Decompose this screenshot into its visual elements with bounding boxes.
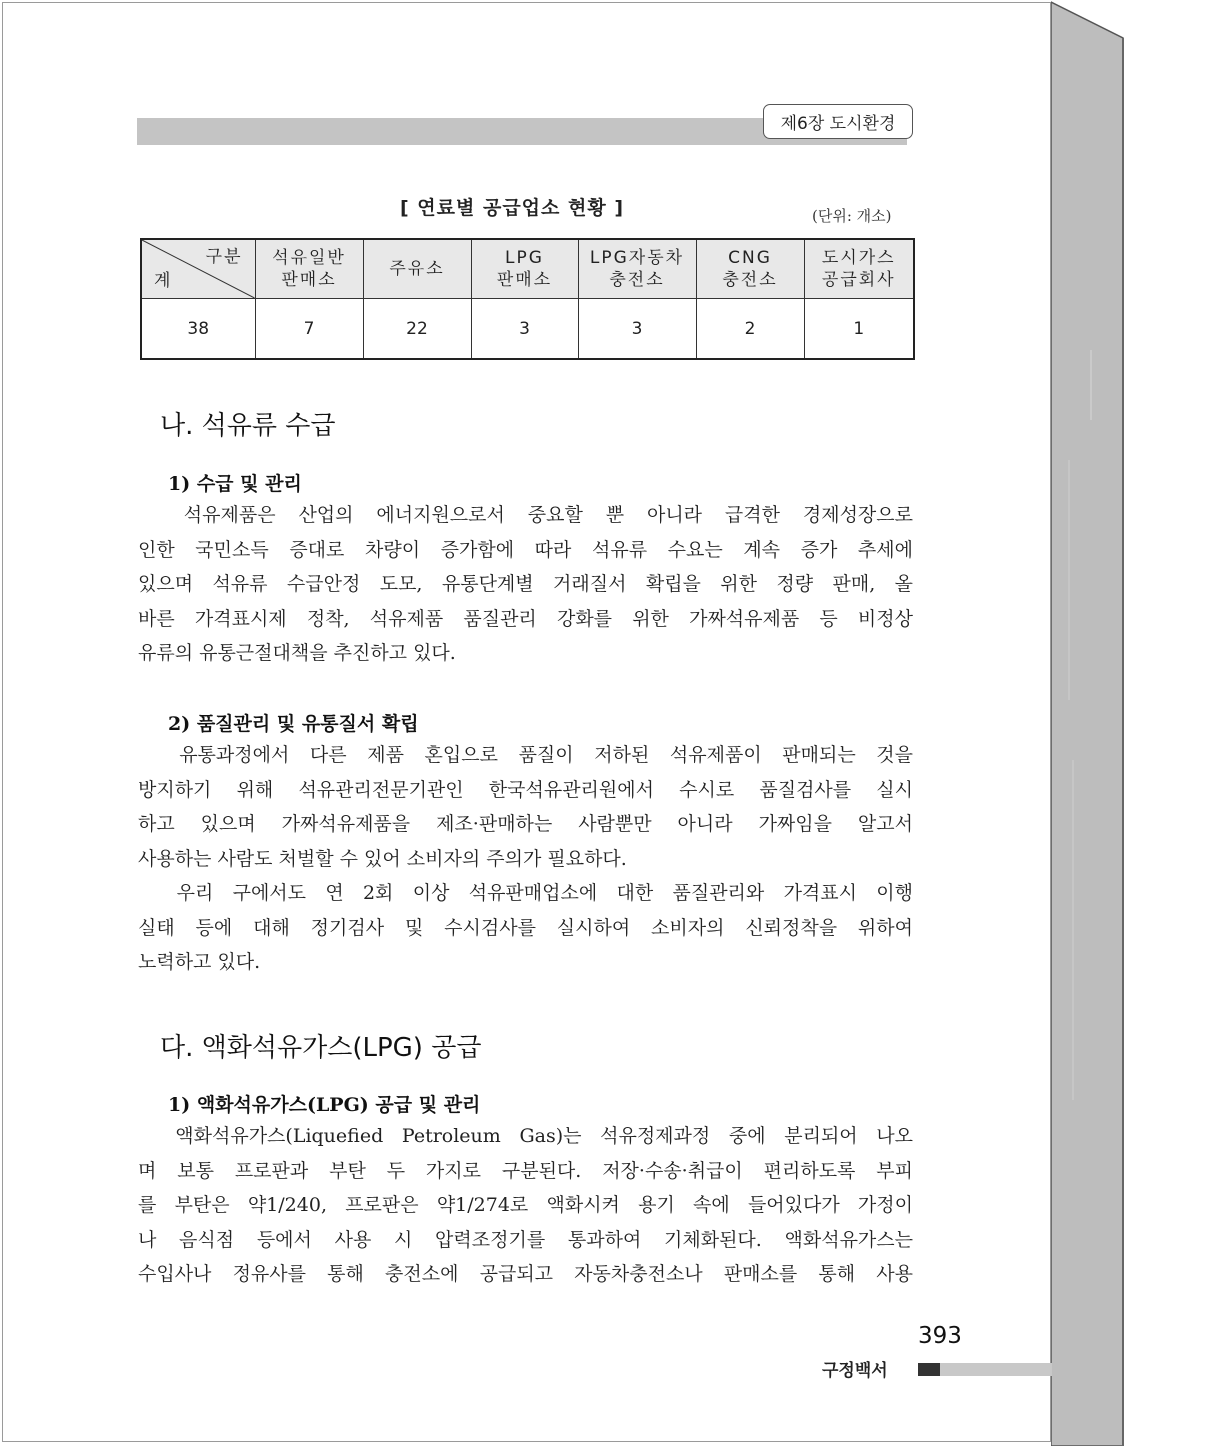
section-heading-petroleum: 나. 석유류 수급 [160, 411, 336, 441]
table-cell: 3 [471, 299, 578, 360]
book-title: 구정백서 [822, 1361, 888, 1381]
col-header: 도시가스 공급회사 [804, 239, 914, 299]
table-cell: 3 [578, 299, 696, 360]
page-number: 393 [918, 1323, 962, 1349]
table-cell: 38 [141, 299, 255, 360]
table-title: [ 연료별 공급업소 현황 ] [400, 197, 625, 219]
col-header: LPG 판매소 [471, 239, 578, 299]
section-heading-lpg: 다. 액화석유가스(LPG) 공급 [160, 1033, 482, 1063]
col-header: LPG자동차 충전소 [578, 239, 696, 299]
subheading-lpg-supply: 1) 액화석유가스(LPG) 공급 및 관리 [168, 1094, 481, 1116]
corner-label-category: 구분 [205, 247, 243, 267]
footer-bar [940, 1363, 1052, 1376]
table-row [141, 299, 914, 360]
table-cell: 2 [696, 299, 804, 360]
text-line: 나 음식점 등에서 사용 시 압력조정기를 통과하여 기체화된다. 액화석유가스는 [138, 1228, 913, 1251]
unit-note: (단위: 개소) [812, 207, 892, 225]
text-line: 바른 가격표시제 정착, 석유제품 품질관리 강화를 위한 가짜석유제품 등 비정상 [138, 607, 913, 630]
text-line: 며 보통 프로판과 부탄 두 가지로 구분된다. 저장·수송·취급이 편리하도록 부피 [138, 1159, 913, 1182]
col-header: 주유소 [363, 239, 471, 299]
text-line: 있으며 석유류 수급안정 도모, 유통단계별 거래질서 확립을 위한 정량 판매, 올 [138, 573, 913, 595]
footer-marker [918, 1363, 940, 1376]
corner-label-total: 계 [154, 271, 173, 291]
table-cell: 7 [255, 299, 363, 360]
text-line: 우리 구에서도 연 2회 이상 석유판매업소에 대한 품질관리와 가격표시 이행 [138, 882, 913, 904]
subheading-supply-management: 1) 수급 및 관리 [168, 473, 302, 495]
text-line: 수입사나 정유사를 통해 충전소에 공급되고 자동차충전소나 판매소를 통해 사용 [138, 1263, 913, 1285]
text-line: 를 부탄은 약1/240, 프로판은 약1/274로 액화시켜 용기 속에 들어있다가 가정이 [138, 1194, 913, 1216]
subheading-quality-control: 2) 품질관리 및 유통질서 확립 [168, 713, 419, 735]
col-header: CNG 충전소 [696, 239, 804, 299]
paragraph-quality-control [138, 738, 913, 980]
table-cell: 22 [363, 299, 471, 360]
table-corner-cell [141, 239, 255, 299]
supply-table [140, 238, 915, 360]
text-line: 방지하기 위해 석유관리전문기관인 한국석유관리원에서 수시로 품질검사를 실시 [138, 778, 913, 801]
text-line: 유류의 유통근절대책을 추진하고 있다. [138, 642, 456, 664]
chapter-tab: 제6장 도시환경 [763, 104, 913, 139]
paragraph-lpg-supply [138, 1119, 913, 1292]
text-line: 노력하고 있다. [138, 951, 261, 973]
text-line: 실태 등에 대해 정기검사 및 수시검사를 실시하여 소비자의 신뢰정착을 위하여 [138, 916, 913, 939]
text-line: 사용하는 사람도 처벌할 수 있어 소비자의 주의가 필요하다. [138, 847, 627, 870]
table-cell: 1 [804, 299, 914, 360]
table-header-row [141, 239, 914, 299]
col-header: 석유일반 판매소 [255, 239, 363, 299]
text-line: 석유제품은 산업의 에너지원으로서 중요할 뿐 아니라 급격한 경제성장으로 [138, 504, 913, 526]
text-line: 하고 있으며 가짜석유제품을 제조·판매하는 사람뿐만 아니라 가짜임을 알고서 [138, 813, 913, 835]
text-line: 인한 국민소득 증대로 차량이 증가함에 따라 석유류 수요는 계속 증가 추세에 [138, 538, 913, 561]
text-line: 액화석유가스(Liquefied Petroleum Gas)는 석유정제과정 중에 분리되어 나오 [138, 1125, 913, 1147]
text-line: 유통과정에서 다른 제품 혼입으로 품질이 저하된 석유제품이 판매되는 것을 [138, 744, 913, 766]
paragraph-supply-management [138, 498, 913, 671]
book-edge [1051, 0, 1131, 1446]
